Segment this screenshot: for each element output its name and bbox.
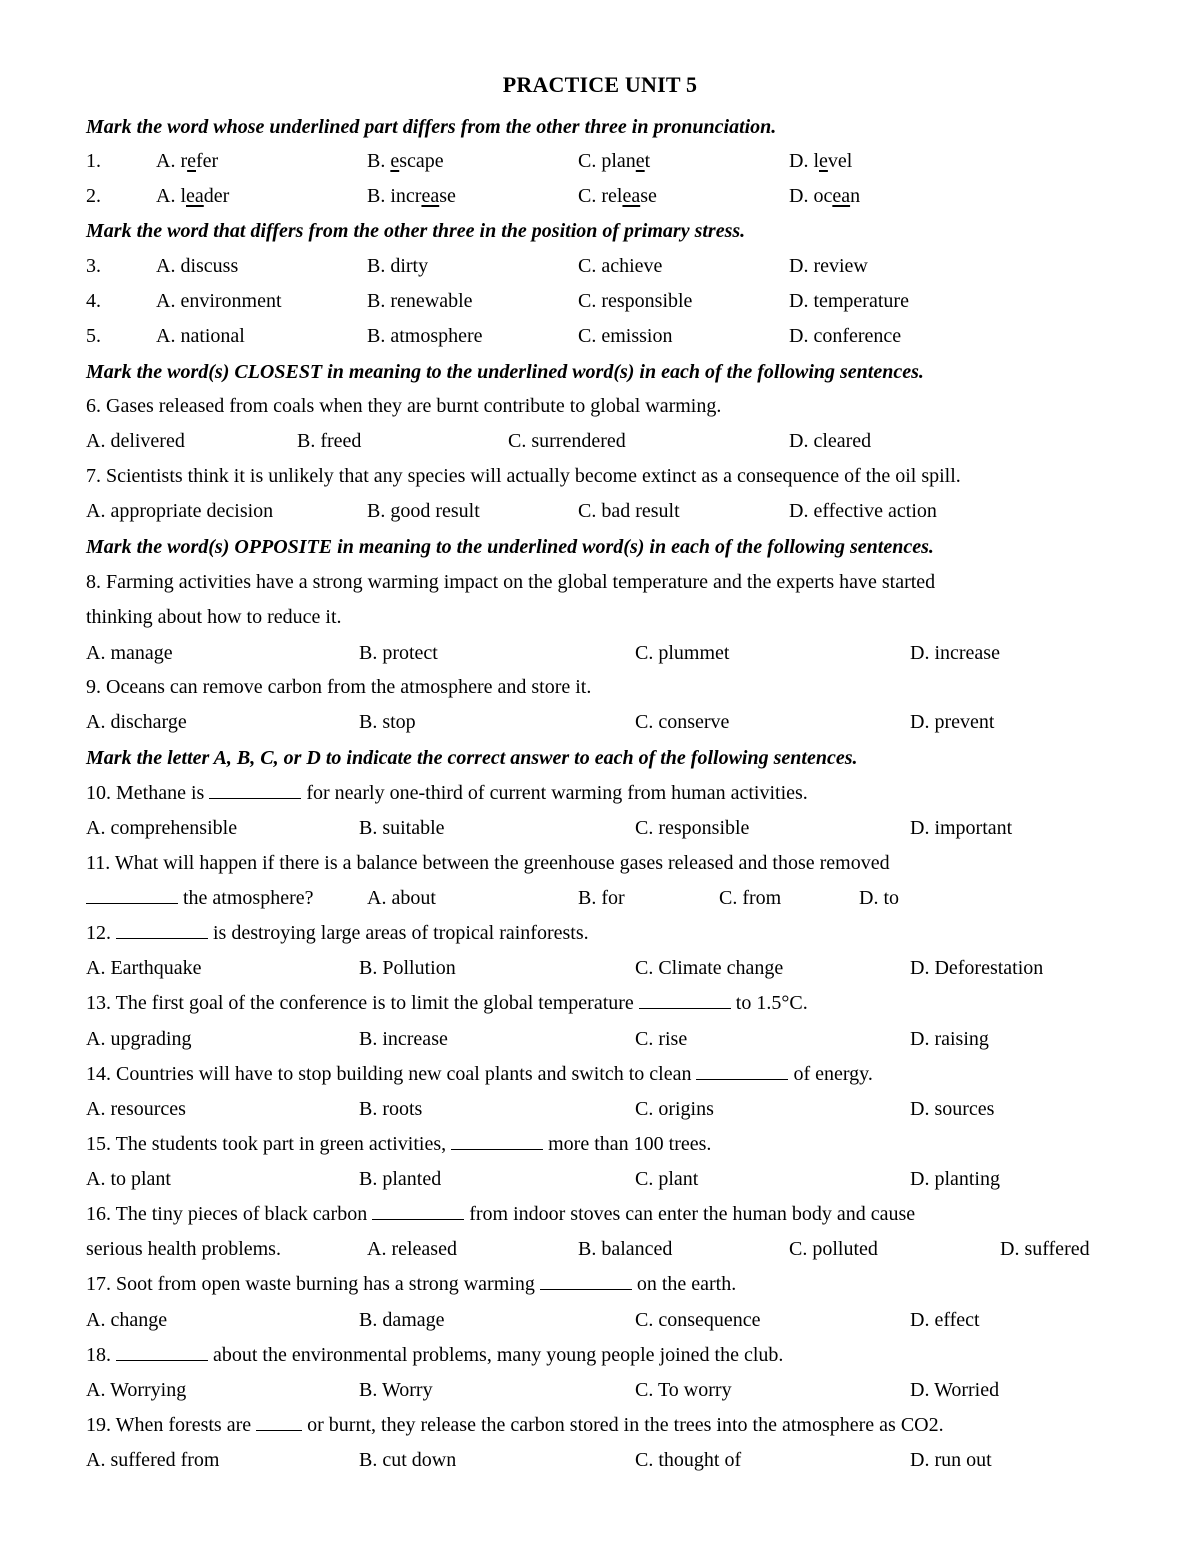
option-a: A. manage <box>86 642 173 664</box>
option-d: D. important <box>910 817 1013 839</box>
option-d: D. increase <box>910 642 1000 664</box>
option-a: A. national <box>156 325 245 347</box>
option-d: D. temperature <box>789 290 909 312</box>
option-b: B. increase <box>367 185 456 207</box>
option-a: A. refer <box>156 150 219 172</box>
answer-blank[interactable] <box>86 883 178 904</box>
option-b: B. for <box>578 887 625 909</box>
option-b: B. Worry <box>359 1379 433 1401</box>
option-a: A. change <box>86 1309 168 1331</box>
question-13-text: 13. The first goal of the conference is to limit the global temperature to 1.5°C. <box>86 988 808 1018</box>
option-d: D. Worried <box>910 1379 1000 1401</box>
question-17-text: 17. Soot from open waste burning has a strong warming on the earth. <box>86 1269 736 1299</box>
question-number: 3. <box>86 255 101 277</box>
answer-blank[interactable] <box>451 1129 543 1150</box>
question-8-text: 8. Farming activities have a strong warming impact on the global temperature and the experts have started <box>86 571 936 593</box>
question-9-text: 9. Oceans can remove carbon from the atmosphere and store it. <box>86 676 592 698</box>
section-heading-correct: Mark the letter A, B, C, or D to indicate the correct answer to each of the following sentences. <box>86 747 858 769</box>
option-b: B. escape <box>367 150 444 172</box>
option-b: B. dirty <box>367 255 429 277</box>
option-c: C. emission <box>578 325 673 347</box>
answer-blank[interactable] <box>209 778 301 799</box>
option-d: D. suffered <box>1000 1238 1090 1260</box>
option-d: D. cleared <box>789 430 872 452</box>
option-b: B. roots <box>359 1098 423 1120</box>
option-c: C. rise <box>635 1028 688 1050</box>
question-11-text: 11. What will happen if there is a balance between the greenhouse gases released and those removed <box>86 852 890 874</box>
option-a: A. upgrading <box>86 1028 192 1050</box>
option-d: D. effective action <box>789 500 937 522</box>
option-a: A. comprehensible <box>86 817 238 839</box>
option-b: B. balanced <box>578 1238 673 1260</box>
option-d: D. to <box>859 887 899 909</box>
question-number: 1. <box>86 150 101 172</box>
option-b: B. cut down <box>359 1449 457 1471</box>
option-b: B. Pollution <box>359 957 456 979</box>
question-number: 2. <box>86 185 101 207</box>
option-a: A. delivered <box>86 430 185 452</box>
question-6-text: 6. Gases released from coals when they are burnt contribute to global warming. <box>86 395 722 417</box>
question-7-text: 7. Scientists think it is unlikely that any species will actually become extinct as a consequence of the oil spill. <box>86 465 961 487</box>
option-c: C. bad result <box>578 500 680 522</box>
option-d: D. ocean <box>789 185 861 207</box>
option-c: C. achieve <box>578 255 663 277</box>
option-c: C. from <box>719 887 782 909</box>
option-d: D. level <box>789 150 853 172</box>
option-c: C. plummet <box>635 642 730 664</box>
option-c: C. conserve <box>635 711 730 733</box>
option-c: C. consequence <box>635 1309 761 1331</box>
option-a: A. appropriate decision <box>86 500 274 522</box>
option-b: B. stop <box>359 711 416 733</box>
option-b: B. freed <box>297 430 362 452</box>
question-16-text: 16. The tiny pieces of black carbon from indoor stoves can enter the human body and cause <box>86 1199 915 1229</box>
option-d: D. sources <box>910 1098 995 1120</box>
question-number: 4. <box>86 290 101 312</box>
question-8-text-cont: thinking about how to reduce it. <box>86 606 342 628</box>
section-heading-opposite: Mark the word(s) OPPOSITE in meaning to the underlined word(s) in each of the following sentences. <box>86 536 934 558</box>
option-a: A. Worrying <box>86 1379 187 1401</box>
page-title: PRACTICE UNIT 5 <box>502 72 698 97</box>
option-a: A. Earthquake <box>86 957 202 979</box>
option-b: B. planted <box>359 1168 442 1190</box>
option-c: C. To worry <box>635 1379 732 1401</box>
question-18-text: 18. about the environmental problems, many young people joined the club. <box>86 1340 783 1370</box>
answer-blank[interactable] <box>116 918 208 939</box>
option-c: C. origins <box>635 1098 714 1120</box>
answer-blank[interactable] <box>639 988 731 1009</box>
option-a: A. resources <box>86 1098 186 1120</box>
option-b: B. protect <box>359 642 438 664</box>
option-a: A. released <box>367 1238 457 1260</box>
answer-blank[interactable] <box>256 1410 302 1431</box>
option-a: A. to plant <box>86 1168 171 1190</box>
question-10-text: 10. Methane is for nearly one-third of current warming from human activities. <box>86 778 808 808</box>
option-c: C. planet <box>578 150 651 172</box>
question-14-text: 14. Countries will have to stop building new coal plants and switch to clean of energy. <box>86 1059 873 1089</box>
option-c: C. Climate change <box>635 957 784 979</box>
option-a: A. discuss <box>156 255 239 277</box>
option-a: A. discharge <box>86 711 187 733</box>
section-heading-closest: Mark the word(s) CLOSEST in meaning to the underlined word(s) in each of the following sentences. <box>86 361 924 383</box>
question-19-text: 19. When forests are or burnt, they release the carbon stored in the trees into the atmosphere as CO2. <box>86 1410 944 1440</box>
question-number: 5. <box>86 325 101 347</box>
option-c: C. polluted <box>789 1238 878 1260</box>
option-d: D. planting <box>910 1168 1000 1190</box>
option-b: B. suitable <box>359 817 445 839</box>
option-d: D. Deforestation <box>910 957 1044 979</box>
option-c: C. responsible <box>578 290 693 312</box>
option-c: C. thought of <box>635 1449 742 1471</box>
option-d: D. effect <box>910 1309 980 1331</box>
option-b: B. increase <box>359 1028 448 1050</box>
option-b: B. atmosphere <box>367 325 483 347</box>
option-c: C. plant <box>635 1168 699 1190</box>
option-b: B. good result <box>367 500 480 522</box>
option-a: A. leader <box>156 185 230 207</box>
option-d: D. review <box>789 255 868 277</box>
section-heading-stress: Mark the word that differs from the other three in the position of primary stress. <box>86 220 746 242</box>
question-12-text: 12. is destroying large areas of tropical rainforests. <box>86 918 589 948</box>
option-d: D. prevent <box>910 711 995 733</box>
option-b: B. renewable <box>367 290 473 312</box>
section-heading-pronunciation: Mark the word whose underlined part differs from the other three in pronunciation. <box>86 116 777 138</box>
question-15-text: 15. The students took part in green activities, more than 100 trees. <box>86 1129 711 1159</box>
option-b: B. damage <box>359 1309 445 1331</box>
option-a: A. environment <box>156 290 282 312</box>
option-d: D. conference <box>789 325 902 347</box>
answer-blank[interactable] <box>696 1059 788 1080</box>
answer-blank[interactable] <box>540 1269 632 1290</box>
option-c: C. release <box>578 185 657 207</box>
question-16-text-end: serious health problems. <box>86 1238 281 1260</box>
option-c: C. responsible <box>635 817 750 839</box>
option-a: A. suffered from <box>86 1449 220 1471</box>
option-d: D. run out <box>910 1449 992 1471</box>
option-d: D. raising <box>910 1028 989 1050</box>
answer-blank[interactable] <box>372 1199 464 1220</box>
option-a: A. about <box>367 887 436 909</box>
answer-blank[interactable] <box>116 1340 208 1361</box>
option-c: C. surrendered <box>508 430 626 452</box>
